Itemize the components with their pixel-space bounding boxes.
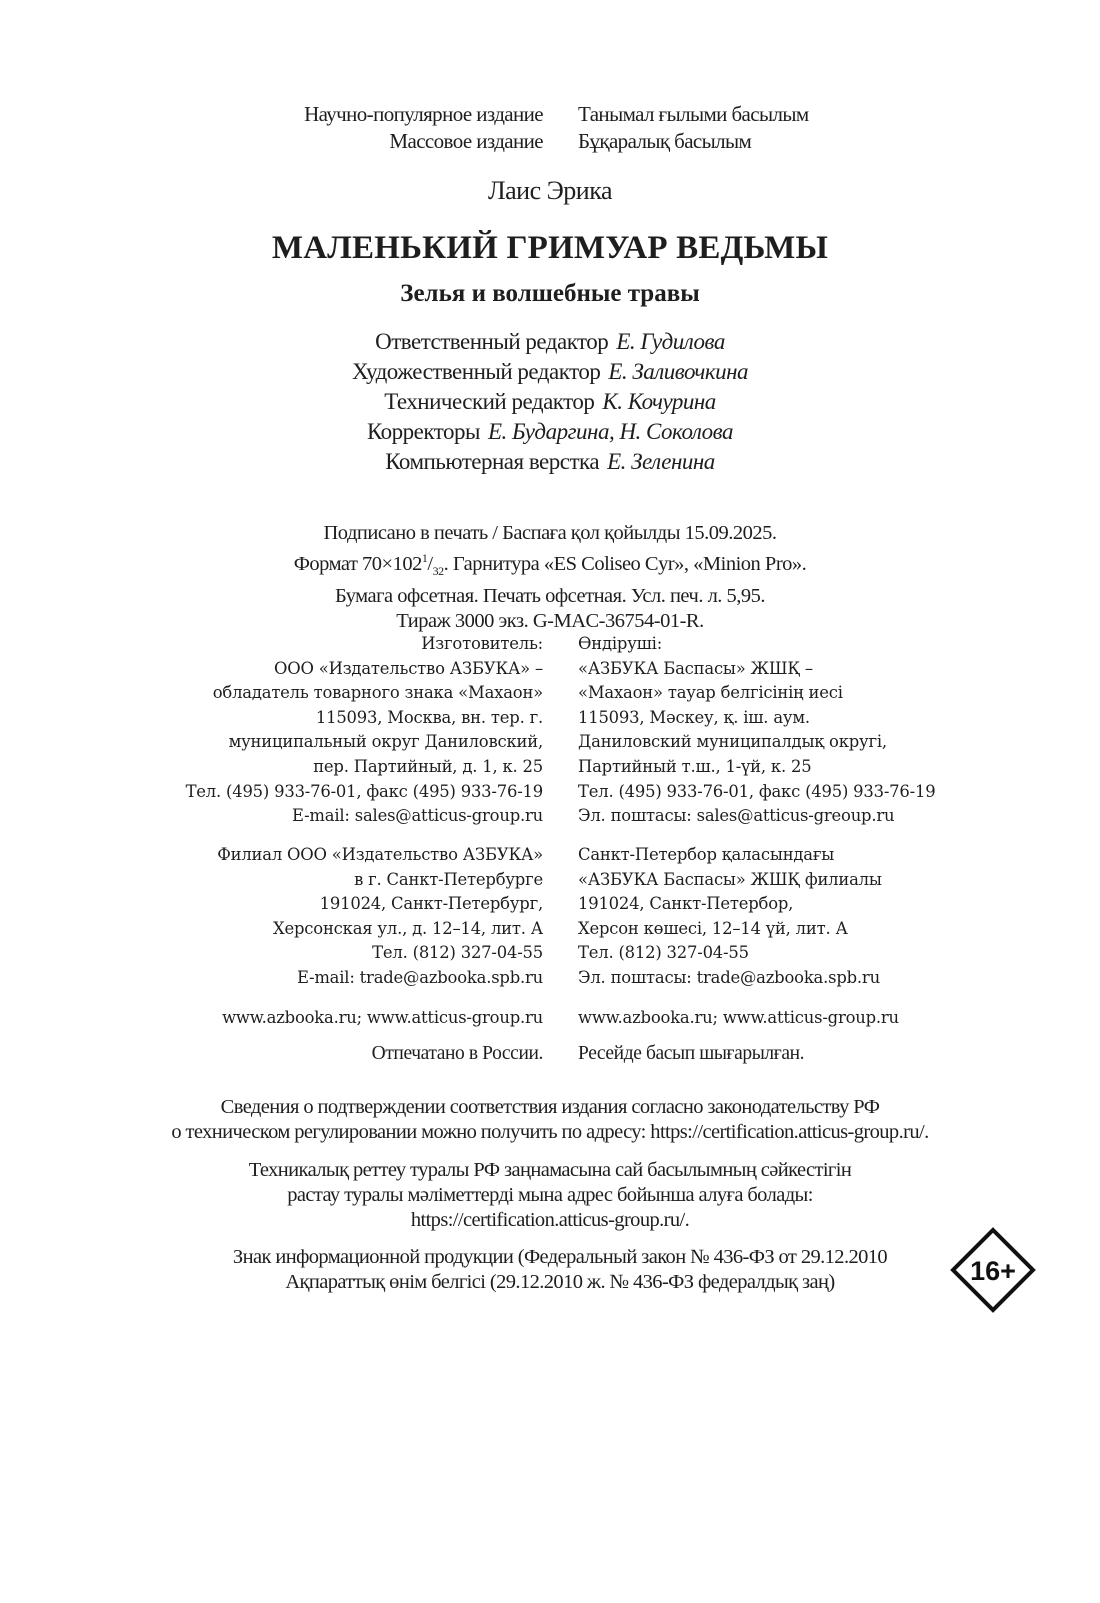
credit-line — [0, 327, 1100, 357]
printed-in-kz: Ресейде басып шығарылған. — [578, 1043, 805, 1064]
age-rating-badge — [950, 1227, 1036, 1313]
credit-line — [0, 417, 1100, 447]
format-line: Формат $70\times 102^1/_{32}$. Гарнитура «ES Coliseo Cyr», «Minion Pro». — [293, 551, 807, 578]
credit-name: Е. Заливочкина — [608, 359, 749, 384]
author: Лаис Эрика — [488, 176, 612, 205]
manufacturer-kz: Өндіруші: «АЗБУКА Баспасы» ЖШҚ – «Махаон» тауар белгісінің иесі 115093, Мәскеу, қ. іш. аум. Даниловский муниципалдық округі, Партийный т.ш., 1-үй, к. 25 Тел. (495) 933-76-01, факс (495) 933-76-19 Эл. поштасы: sales@atticus-greoup.ru — [578, 634, 936, 826]
print-run: Тираж 3000 экз. G-MAC-36754-01-R. — [396, 609, 704, 632]
printed-in-ru: Отпечатано в России. — [371, 1043, 543, 1064]
print-info — [0, 521, 1100, 634]
manufacturer-ru: Изготовитель: ООО «Издательство АЗБУКА» – обладатель товарного знака «Махаон» 115093, Москва, вн. тер. г. муниципальный округ Даниловский, пер. Партийный, д. 1, к. 25 Тел. (495) 933-76-01, факс (495) 933-76-19 E-mail: sales@atticus-group.ru — [185, 634, 543, 826]
credit-name: Е. Бударгина, Н. Соколова — [487, 419, 734, 444]
edition-type-row — [0, 102, 1100, 129]
age-rating-label: 16+ — [970, 1256, 1016, 1286]
credit-line — [0, 447, 1100, 477]
edition-type-row — [0, 129, 1100, 156]
credit-role: Художественный редактор — [351, 359, 601, 384]
edition-type-kz: Танымал ғылыми басылым — [578, 102, 809, 126]
age-rating-diamond-icon — [950, 1227, 1036, 1313]
book-subtitle: Зелья и волшебные травы — [400, 280, 700, 307]
credit-role: Компьютерная верстка — [385, 449, 600, 474]
certification-kz: Техникалық реттеу туралы РФ заңнамасына сай басылымның сәйкестігін растау туралы мәліметтерді мына адрес бойынша алуға болады: https://certification.atticus-group.ru/. — [248, 1159, 852, 1231]
websites-kz[interactable]: www.azbooka.ru; www.atticus-group.ru — [578, 1008, 899, 1027]
edition-type-kz: Бұқаралық басылым — [578, 129, 752, 153]
credit-role: Технический редактор — [384, 389, 595, 414]
paper-line: Бумага офсетная. Печать офсетная. Усл. печ. л. 5,95. — [334, 584, 766, 607]
edition-type-ru: Научно-популярное издание — [304, 102, 543, 126]
info-product-sign: Знак информационной продукции (Федеральный закон № 436-ФЗ от 29.12.2010 Ақпараттық өнім белгісі (29.12.2010 ж. № 436-ФЗ федералдық заң) — [232, 1246, 888, 1293]
credits — [0, 327, 1100, 477]
credit-name: Е. Гудилова — [616, 329, 725, 354]
edition-type-ru: Массовое издание — [389, 129, 543, 153]
book-title: МАЛЕНЬКИЙ ГРИМУАР ВЕДЬМЫ — [271, 230, 829, 266]
branch-ru: Филиал ООО «Издательство АЗБУКА» в г. Санкт-Петербурге 191024, Санкт-Петербург, Херсонская ул., д. 12–14, лит. А Тел. (812) 327-04-55 E-mail: trade@azbooka.spb.ru — [217, 845, 543, 987]
signed-to-print: Подписано в печать / Баспаға қол қойылды 15.09.2025. — [323, 522, 777, 544]
credit-line — [0, 387, 1100, 417]
certification-ru: Сведения о подтверждении соответствия издания согласно законодательству РФ о техническом регулировании можно получить по адресу: https://certification.atticus-group.ru/. — [171, 1096, 929, 1143]
credit-role: Ответственный редактор — [375, 329, 609, 354]
credit-line — [0, 357, 1100, 387]
branch-kz: Санкт-Петербор қаласындағы «АЗБУКА Баспасы» ЖШҚ филиалы 191024, Санкт-Петербор, Херсон көшесі, 12–14 үй, лит. А Тел. (812) 327-04-55 Эл. поштасы: trade@azbooka.spb.ru — [578, 845, 882, 987]
edition-type — [0, 102, 1100, 156]
credit-name: К. Кочурина — [602, 389, 716, 414]
credit-role: Корректоры — [366, 419, 480, 444]
websites-ru[interactable]: www.azbooka.ru; www.atticus-group.ru — [222, 1008, 543, 1027]
credit-name: Е. Зеленина — [607, 449, 715, 474]
